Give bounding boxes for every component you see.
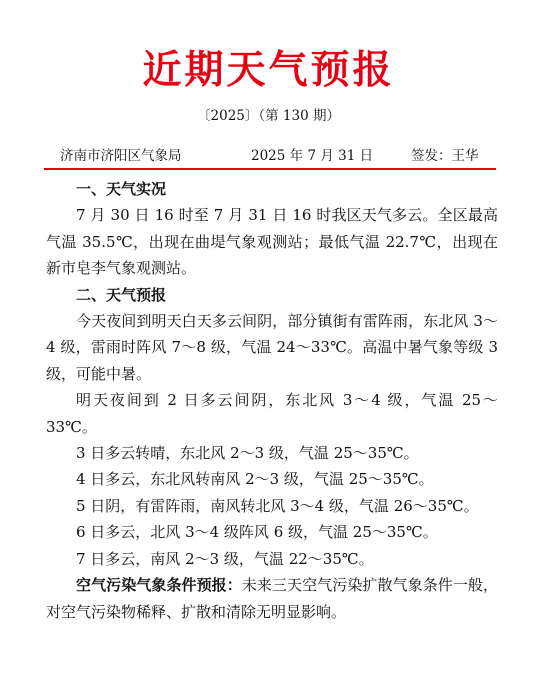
- forecast-heading: 二、天气预报: [76, 285, 167, 304]
- forecast-paragraph: 3 日多云转晴，东北风 2～3 级，气温 25～35℃。: [76, 444, 419, 463]
- observation-paragraph: 7 月 30 日 16 时至 7 月 31 日 16 时我区天气多云。全区最高气温 35.5℃，出现在曲堤气象观测站；最低气温 22.7℃，出现在新市皂李气象观测站。: [46, 206, 498, 278]
- air-quality-text: 未来三天空气污染扩散气象条件一般，对空气污染物稀释、扩散和清除无明显影响。: [46, 576, 498, 621]
- signer: 签发：王华: [411, 148, 479, 164]
- issue-number: 〔2025〕（第 130 期）: [197, 108, 340, 124]
- header-divider: [44, 168, 496, 170]
- forecast-paragraph: 7 日多云，南风 2～3 级，气温 22～35℃。: [76, 549, 374, 568]
- forecast-paragraph: 6 日多云，北风 3～4 级阵风 6 级，气温 25～35℃。: [76, 523, 438, 542]
- air-quality-label: 空气污染气象条件预报：: [76, 576, 242, 595]
- forecast-paragraph: 5 日阴，有雷阵雨，南风转北风 3～4 级，气温 26～35℃。: [76, 496, 479, 515]
- forecast-paragraph: 明天夜间到 2 日多云间阴，东北风 3～4 级，气温 25～33℃。: [46, 391, 498, 436]
- forecast-paragraph: 今天夜间到明天白天多云间阴，部分镇街有雷阵雨，东北风 3～4 级，雷雨时阵风 7～8 级，气温 24～33℃。高温中暑气象等级 3 级，可能中暑。: [46, 312, 498, 383]
- document-title: 近期天气预报: [142, 47, 395, 93]
- forecast-paragraph: 4 日多云，东北风转南风 2～3 级，气温 25～35℃。: [76, 470, 434, 489]
- air-quality-paragraph: [46, 572, 498, 625]
- issue-date: 2025 年 7 月 31 日: [251, 148, 374, 164]
- issuing-organization: 济南市济阳区气象局: [60, 148, 182, 164]
- document-body: [46, 176, 498, 625]
- observation-heading: 一、天气实况: [76, 180, 167, 198]
